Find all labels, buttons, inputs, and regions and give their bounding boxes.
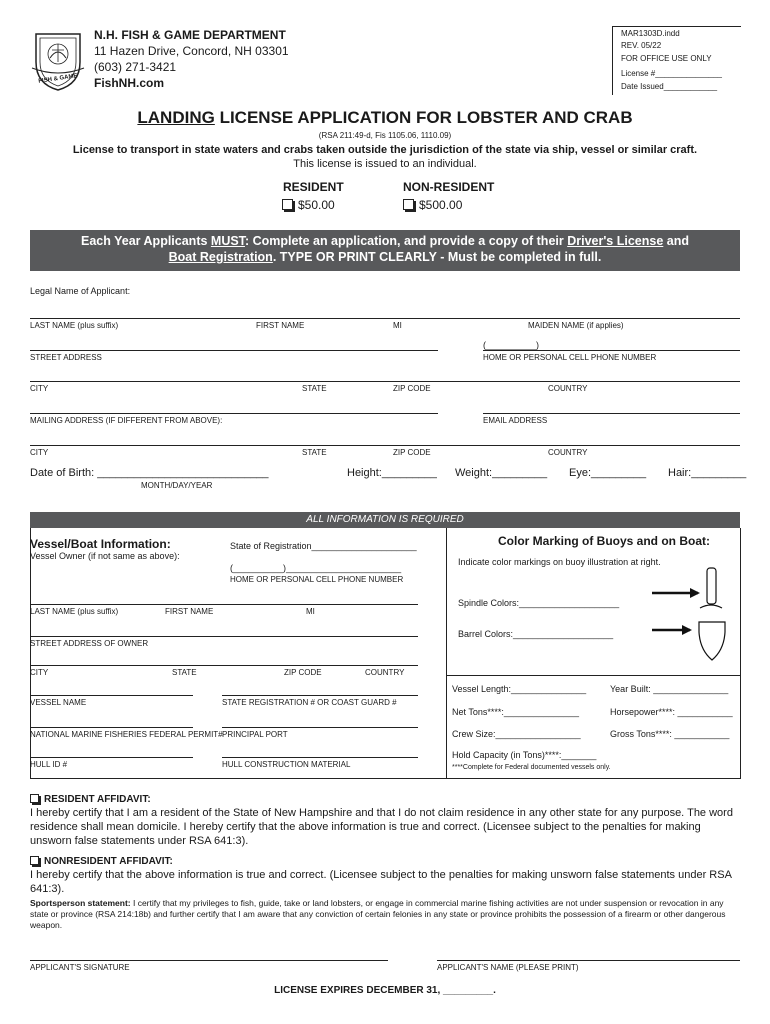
horsepower-field[interactable]: Horsepower****: ___________: [610, 707, 733, 717]
color-indicate: Indicate color markings on buoy illustration at right.: [458, 557, 661, 567]
mi-caption: MI: [393, 321, 402, 330]
owner-first-caption: FIRST NAME: [165, 607, 214, 616]
hull-id-line[interactable]: [30, 757, 193, 758]
instructions-banner: [30, 230, 740, 271]
dept-website[interactable]: FishNH.com: [94, 76, 165, 90]
title-rest: LICENSE APPLICATION FOR LOBSTER AND CRAB: [214, 108, 633, 127]
weight-field[interactable]: Weight:_________: [455, 467, 548, 479]
zip-caption: ZIP CODE: [393, 384, 431, 393]
dob-field[interactable]: Date of Birth: ____________________________: [30, 467, 269, 479]
banner-text-1: Each Year Applicants: [80, 234, 211, 248]
street-line[interactable]: [30, 350, 438, 351]
license-number-field: License #_______________: [621, 69, 722, 78]
date-issued-field: Date Issued____________: [621, 82, 718, 91]
title-rsa: (RSA 211:49-d, Fis 1105.06, 1110.09): [318, 131, 452, 140]
office-use-only: FOR OFFICE USE ONLY: [621, 54, 712, 63]
home-phone-caption: HOME OR PERSONAL CELL PHONE NUMBER: [483, 353, 657, 362]
title-desc-1: License to transport in state waters and crabs taken outside the jurisdiction of the state via ship, vessel or similar craft.: [72, 144, 698, 156]
banner-must: MUST: [210, 234, 245, 248]
federal-permit-caption: NATIONAL MARINE FISHERIES FEDERAL PERMIT#: [30, 730, 223, 739]
state-caption: STATE: [302, 384, 327, 393]
hull-material-caption: HULL CONSTRUCTION MATERIAL: [222, 760, 351, 769]
last-name-caption: LAST NAME (plus suffix): [30, 321, 119, 330]
banner-boat-registration: Boat Registration: [168, 250, 273, 264]
street-caption: STREET ADDRESS: [30, 353, 102, 362]
nh-fish-game-logo: [30, 28, 86, 92]
sportsperson-label: Sportsperson statement:: [30, 898, 131, 908]
first-name-caption: FIRST NAME: [256, 321, 305, 330]
resident-checkbox[interactable]: [282, 199, 293, 210]
nonresident-label: NON-RESIDENT: [403, 180, 495, 194]
license-expires: LICENSE EXPIRES DECEMBER 31, _________.: [274, 985, 496, 996]
owner-name-line[interactable]: [30, 604, 418, 605]
resident-fee: $50.00: [298, 198, 335, 212]
printed-name-caption: APPLICANT'S NAME (PLEASE PRINT): [437, 963, 579, 972]
owner-mi-caption: MI: [306, 607, 315, 616]
title-landing: LANDING: [137, 108, 215, 127]
resident-label: RESIDENT: [283, 180, 344, 194]
resident-affidavit-label: RESIDENT AFFIDAVIT:: [44, 794, 151, 805]
state2-caption: STATE: [302, 448, 327, 457]
owner-phone-caption: HOME OR PERSONAL CELL PHONE NUMBER: [230, 575, 404, 584]
printed-name-line[interactable]: [437, 960, 740, 961]
owner-street-caption: STREET ADDRESS OF OWNER: [30, 639, 149, 648]
email-line[interactable]: [483, 413, 740, 414]
federal-note: ****Complete for Federal documented vessels only.: [452, 764, 611, 771]
phone-line[interactable]: [483, 350, 740, 351]
resident-affidavit-text: I hereby certify that I am a resident of the State of New Hampshire and that I do not claim residence in any other state for any purpose. The word residence shall mean domicile. I hereby certify that the above information is true and correct. (Licensee subject to the penalties for making unsworn false statements under RSA 641:3).: [30, 807, 733, 847]
sportsperson-statement: [30, 898, 742, 931]
owner-last-caption: LAST NAME (plus suffix): [30, 607, 119, 616]
phone-paren: (__________): [483, 340, 540, 350]
dept-phone: (603) 271-3421: [94, 60, 177, 74]
owner-city-line[interactable]: [30, 665, 418, 666]
dept-name: N.H. FISH & GAME DEPARTMENT: [94, 28, 286, 42]
page-title: [0, 108, 770, 128]
country-caption: COUNTRY: [548, 384, 588, 393]
zip2-caption: ZIP CODE: [393, 448, 431, 457]
vessel-name-caption: VESSEL NAME: [30, 698, 87, 707]
resident-affidavit-title[interactable]: [30, 794, 151, 805]
mailing-line[interactable]: [30, 413, 438, 414]
all-info-bar: ALL INFORMATION IS REQUIRED: [30, 512, 740, 528]
state-reg-no-line[interactable]: [222, 695, 418, 696]
year-built-field[interactable]: Year Built: _______________: [610, 684, 729, 694]
net-tons-field[interactable]: Net Tons****:_______________: [452, 707, 579, 717]
title-desc-2: This license is issued to an individual.: [293, 158, 477, 170]
nonresident-checkbox[interactable]: [403, 199, 414, 210]
color-heading: Color Marking of Buoys and on Boat:: [498, 534, 710, 548]
mailing-caption: MAILING ADDRESS (IF DIFFERENT FROM ABOVE):: [30, 416, 223, 425]
banner-text-4: . TYPE OR PRINT CLEARLY - Must be completed in full.: [272, 250, 602, 264]
banner-drivers-license: Driver's License: [567, 234, 664, 248]
city-caption: CITY: [30, 384, 49, 393]
city2-line[interactable]: [30, 445, 740, 446]
country2-caption: COUNTRY: [548, 448, 588, 457]
nonresident-affidavit-text: I hereby certify that the above information is true and correct. (Licensee subject to the penalties for making unsworn false statements under RSA 641:3).: [30, 869, 732, 895]
banner-text-3: and: [663, 234, 689, 248]
hold-capacity-field[interactable]: Hold Capacity (in Tons)****:_______: [452, 750, 597, 760]
owner-street-line[interactable]: [30, 636, 418, 637]
city2-caption: CITY: [30, 448, 49, 457]
owner-phone-field[interactable]: (__________)_______________________: [230, 563, 402, 573]
owner-zip-caption: ZIP CODE: [284, 668, 322, 677]
gross-tons-field[interactable]: Gross Tons****: ___________: [610, 729, 730, 739]
nonresident-affidavit-checkbox[interactable]: [30, 856, 39, 865]
spindle-colors-field[interactable]: Spindle Colors:____________________: [458, 598, 620, 608]
owner-country-caption: COUNTRY: [365, 668, 405, 677]
office-use-box: [612, 26, 741, 95]
vessel-name-line[interactable]: [30, 695, 193, 696]
hair-field[interactable]: Hair:_________: [668, 467, 747, 479]
form-id: MAR1303D.indd: [621, 29, 680, 38]
nonresident-fee: $500.00: [419, 198, 463, 212]
form-rev: REV. 05/22: [621, 41, 662, 50]
city-line[interactable]: [30, 381, 740, 382]
vessel-heading: Vessel/Boat Information:: [30, 537, 171, 551]
logo-text: FISH & GAME: [38, 73, 78, 85]
principal-port-line[interactable]: [222, 727, 418, 728]
eyes-field[interactable]: Eye:_________: [569, 467, 647, 479]
sportsperson-text: I certify that my privileges to fish, guide, take or land lobsters, or engage in commercial marine fishing activities are not under suspension or revocation in any state or province (RSA 214:18b) and further certify that I am aware that any conviction of certain felonies in any state or province prohibits the possession of a firearm or other dangerous weapon.: [30, 898, 726, 930]
vessel-divider: [446, 528, 447, 778]
federal-permit-line[interactable]: [30, 727, 193, 728]
signature-caption: APPLICANT'S SIGNATURE: [30, 963, 130, 972]
color-specs-divider: [446, 675, 740, 676]
vessel-length-field[interactable]: Vessel Length:_______________: [452, 684, 587, 694]
dob-format: MONTH/DAY/YEAR: [141, 481, 213, 490]
buoy-illustration: [650, 566, 730, 666]
hull-material-line[interactable]: [222, 757, 418, 758]
name-line[interactable]: [30, 318, 740, 319]
nonresident-option[interactable]: [403, 198, 462, 212]
maiden-caption: MAIDEN NAME (if applies): [528, 321, 624, 330]
nonresident-affidavit-label: NONRESIDENT AFFIDAVIT:: [44, 856, 173, 867]
email-caption: EMAIL ADDRESS: [483, 416, 548, 425]
resident-option[interactable]: [282, 198, 335, 212]
crew-size-field[interactable]: Crew Size:_________________: [452, 729, 581, 739]
vessel-owner-label: Vessel Owner (if not same as above):: [30, 551, 180, 561]
state-registration-field[interactable]: State of Registration_____________________: [230, 541, 417, 551]
state-reg-no-caption: STATE REGISTRATION # OR COAST GUARD #: [222, 698, 397, 707]
principal-port-caption: PRINCIPAL PORT: [222, 730, 288, 739]
hull-id-caption: HULL ID #: [30, 760, 68, 769]
dept-address: 11 Hazen Drive, Concord, NH 03301: [94, 44, 289, 58]
signature-line[interactable]: [30, 960, 388, 961]
legal-name-label: Legal Name of Applicant:: [30, 286, 131, 296]
owner-state-caption: STATE: [172, 668, 197, 677]
nonresident-affidavit-title[interactable]: [30, 856, 173, 867]
resident-affidavit-checkbox[interactable]: [30, 794, 39, 803]
height-field[interactable]: Height:_________: [347, 467, 437, 479]
banner-text-2: : Complete an application, and provide a copy of their: [244, 234, 568, 248]
barrel-colors-field[interactable]: Barrel Colors:____________________: [458, 629, 614, 639]
owner-city-caption: CITY: [30, 668, 49, 677]
